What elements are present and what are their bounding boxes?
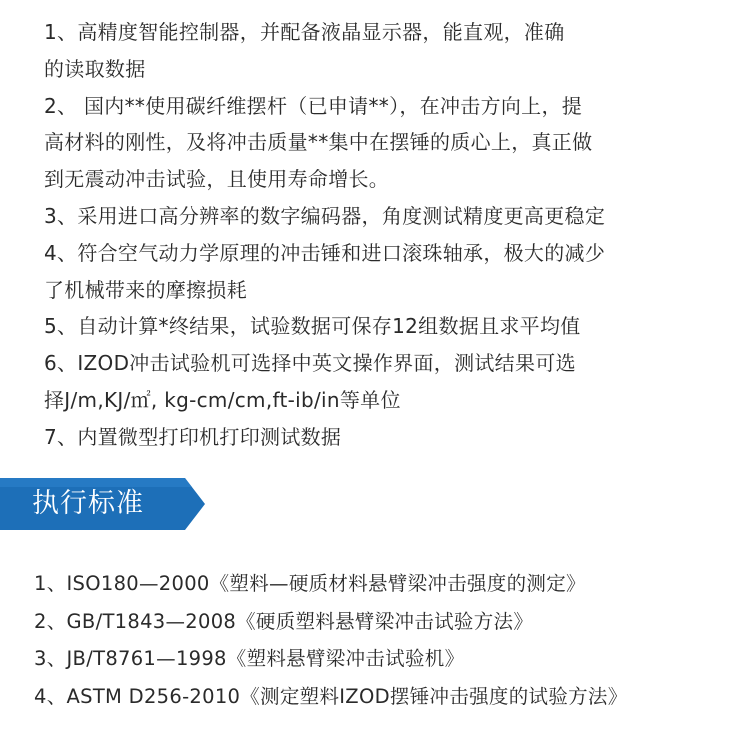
standards-list	[34, 565, 744, 715]
section-title: 执行标准	[32, 488, 144, 519]
feature-line: 1、高精度智能控制器，并配备液晶显示器，能直观，准确	[44, 20, 565, 44]
feature-line: 6、IZOD冲击试验机可选择中英文操作界面，测试结果可选	[44, 351, 576, 376]
feature-line: 3、采用进口高分辨率的数字编码器，角度测试精度更高更稳定	[44, 203, 606, 228]
standard-item: 2、GB/T1843—2008《硬质塑料悬臂梁冲击试验方法》	[34, 609, 534, 633]
feature-line: 到无震动冲击试验，且使用寿命增长。	[44, 167, 390, 192]
standard-item: 4、ASTM D256-2010《测定塑料IZOD摆锤冲击强度的试验方法》	[34, 684, 628, 708]
feature-line: 7、内置微型打印机打印测试数据	[44, 424, 342, 449]
feature-line: 5、自动计算*终结果，试验数据可保存12组数据且求平均值	[44, 314, 581, 339]
feature-line: 了机械带来的摩擦损耗	[44, 277, 247, 302]
feature-line: 的读取数据	[44, 56, 146, 81]
standard-item: 1、ISO180—2000《塑料—硬质材料悬臂梁冲击强度的测定》	[34, 572, 586, 595]
feature-line: 4、符合空气动力学原理的冲击锤和进口滚珠轴承，极大的减少	[44, 240, 606, 265]
feature-list	[44, 14, 734, 456]
section-header-banner	[0, 478, 205, 530]
standard-item: 3、JB/T8761—1998《塑料悬臂梁冲击试验机》	[34, 647, 465, 670]
feature-line: 择J/m,KJ/㎡, kg-cm/cm,ft-ib/in等单位	[44, 387, 401, 412]
feature-line: 2、 国内**使用碳纤维摆杆（已申请**），在冲击方向上，提	[44, 93, 583, 118]
feature-line: 高材料的刚性，及将冲击质量**集中在摆锤的质心上，真正做	[44, 130, 593, 155]
